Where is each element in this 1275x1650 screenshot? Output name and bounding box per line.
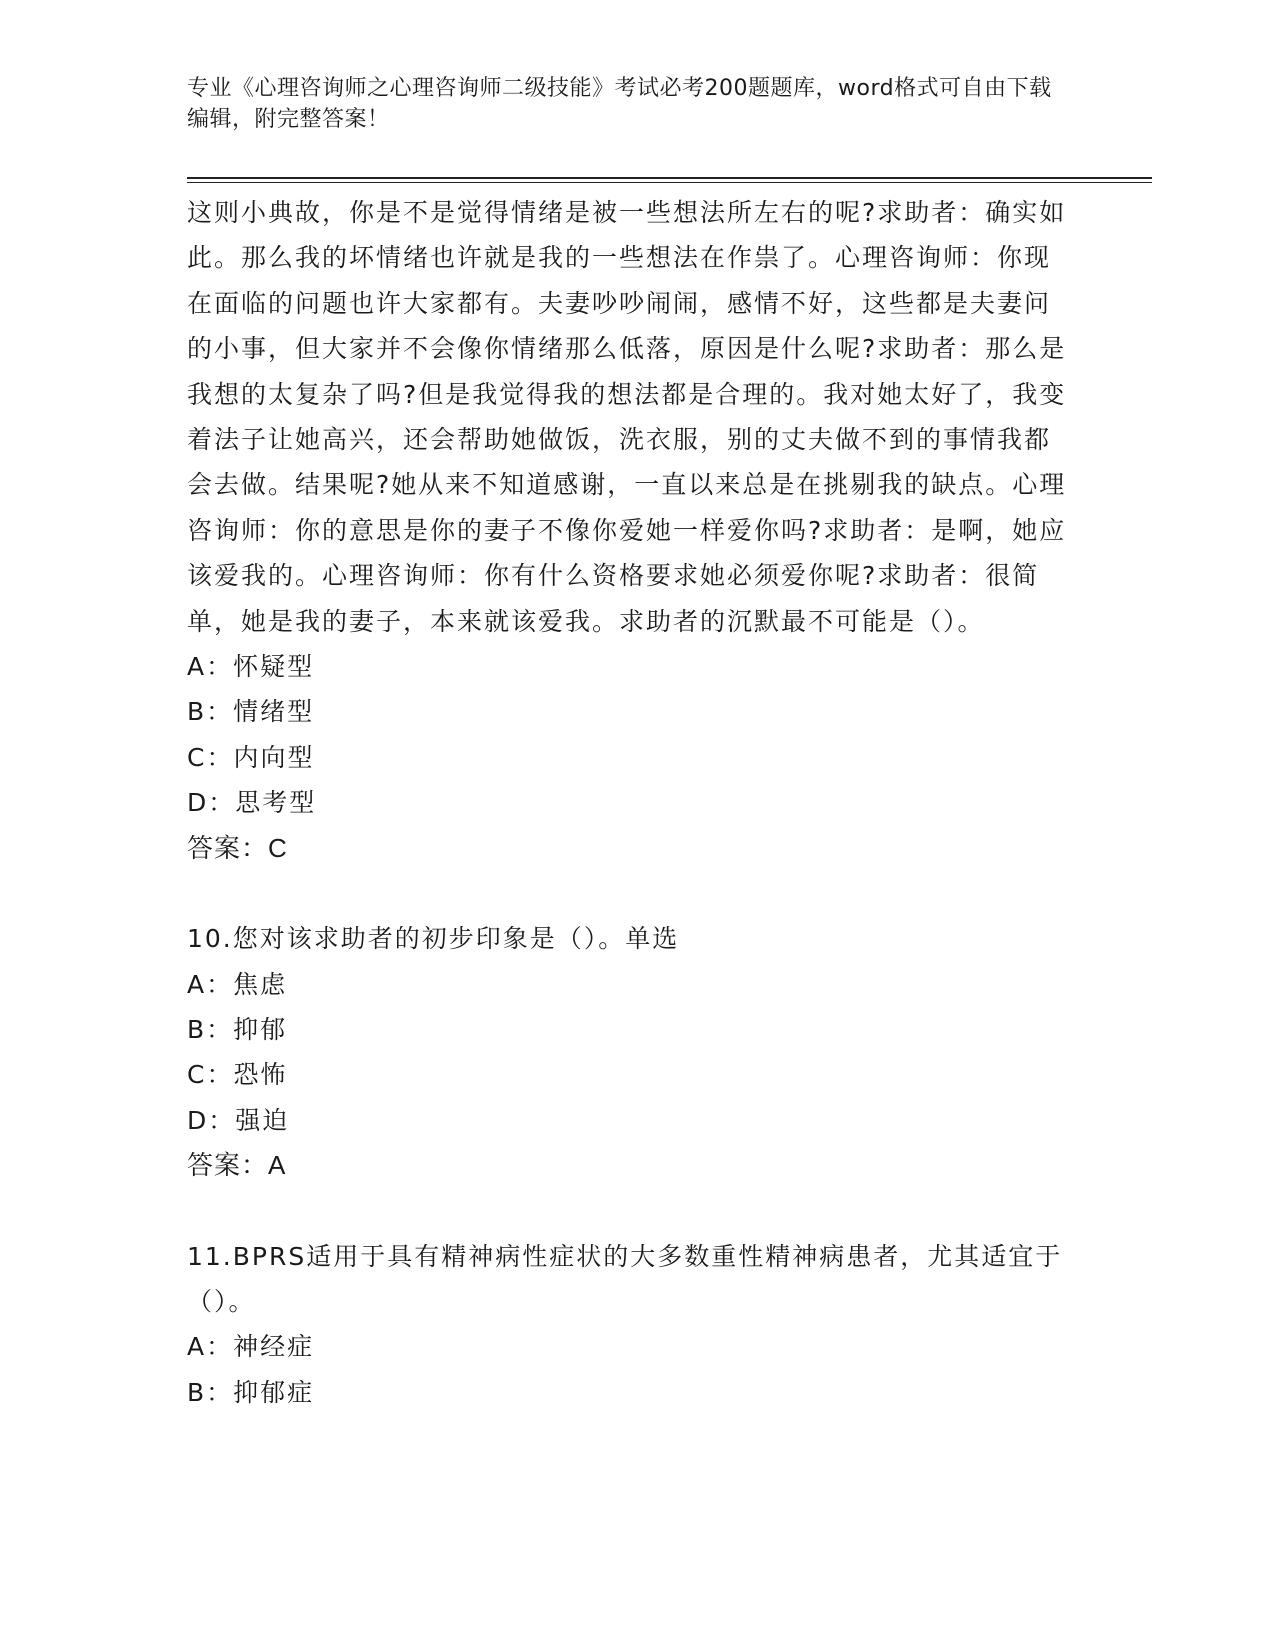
document-title: 专业《心理咨询师之心理咨询师二级技能》考试必考200题题库，word格式可自由下载编辑，附完整答案！ <box>187 76 1052 132</box>
option-a: A：怀疑型 <box>187 652 315 682</box>
question-list <box>187 190 1077 1415</box>
question-block <box>187 916 1077 1188</box>
option-a: A：焦虑 <box>187 969 288 999</box>
header-rule-thin <box>187 182 1152 183</box>
option-d: D：思考型 <box>187 788 317 818</box>
header-rule-thick <box>187 177 1152 179</box>
option-b: B：抑郁症 <box>187 1377 315 1407</box>
question-text: 这则小典故，你是不是觉得情绪是被一些想法所左右的呢?求助者：确实如此。那么我的坏情绪也许就是我的一些想法在作祟了。心理咨询师：你现在面临的问题也许大家都有。夫妻吵吵闹闹，感情不好，这些都是夫妻问的小事，但大家并不会像你情绪那么低落，原因是什么呢?求助者：那么是我想的太复杂了吗?但是我觉得我的想法都是合理的。我对她太好了，我变着法子让她高兴，还会帮助她做饭，洗衣服，别的丈夫做不到的事情我都会去做。结果呢?她从来不知道感谢，一直以来总是在挑剔我的缺点。心理咨询师：你的意思是你的妻子不像你爱她一样爱你吗?求助者：是啊，她应该爱我的。心理咨询师：你有什么资格要求她必须爱你呢?求助者：很简单，她是我的妻子，本来就该爱我。求助者的沉默最不可能是（）。 <box>187 198 1067 636</box>
option-b: B：抑郁 <box>187 1014 288 1044</box>
question-block <box>187 1234 1077 1416</box>
answer-line: 答案：A <box>187 1150 287 1181</box>
document-header <box>187 73 1067 135</box>
question-text: 11.BPRS适用于具有精神病性症状的大多数重性精神病患者，尤其适宜于（）。 <box>187 1241 1063 1316</box>
answer-line: 答案：C <box>187 832 288 863</box>
question-text: 10.您对该求助者的初步印象是（）。单选 <box>187 924 680 954</box>
option-c: C：恐怖 <box>187 1060 288 1090</box>
option-c: C：内向型 <box>187 742 315 772</box>
question-block <box>187 190 1077 871</box>
option-a: A：神经症 <box>187 1332 315 1362</box>
option-b: B：情绪型 <box>187 697 315 727</box>
option-d: D：强迫 <box>187 1105 290 1135</box>
